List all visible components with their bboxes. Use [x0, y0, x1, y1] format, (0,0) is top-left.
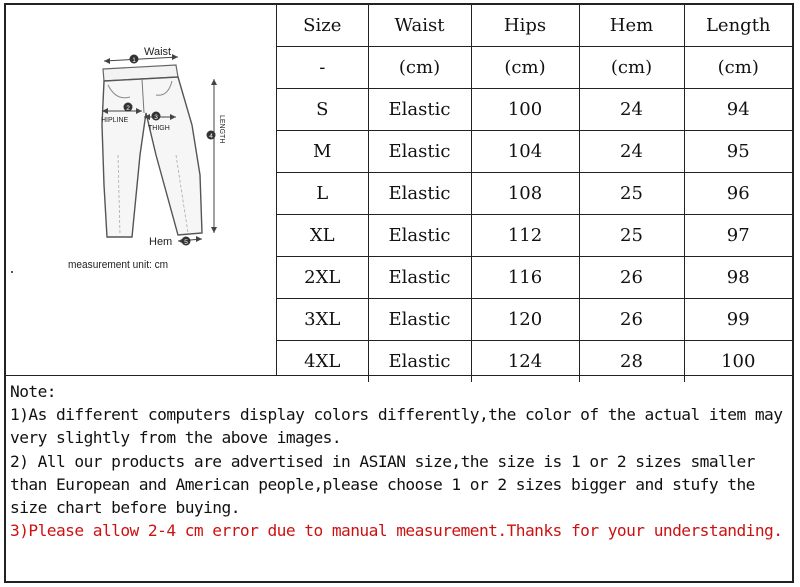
marker-1: 1: [132, 57, 136, 64]
pants-illustration: [6, 5, 277, 375]
hem-cell: 25: [579, 215, 684, 257]
size-table: [277, 5, 792, 382]
size-cell: 4XL: [277, 341, 368, 383]
waist-cell: Elastic: [368, 299, 471, 341]
length-cell: 98: [684, 257, 792, 299]
thigh-label: THIGH: [148, 125, 170, 132]
size-cell: 3XL: [277, 299, 368, 341]
length-cell: 100: [684, 341, 792, 383]
pants-diagram: [6, 5, 277, 375]
size-chart-sheet: [4, 3, 794, 583]
unit-cell: (cm): [684, 47, 792, 89]
size-chart-top: [6, 5, 792, 375]
units-row: [277, 47, 792, 89]
hips-cell: 108: [471, 173, 579, 215]
hem-cell: 25: [579, 173, 684, 215]
waist-cell: Elastic: [368, 341, 471, 383]
note-item-1: 1)As different computers display colors differently,the color of the actual item may very slightly from the above images.: [10, 405, 783, 448]
table-row: [277, 173, 792, 215]
size-cell: L: [277, 173, 368, 215]
hips-cell: 112: [471, 215, 579, 257]
length-cell: 99: [684, 299, 792, 341]
hem-label: Hem: [149, 236, 173, 248]
hips-cell: 120: [471, 299, 579, 341]
waist-label: Waist: [144, 46, 172, 58]
header-size: Size: [277, 5, 368, 47]
measurement-unit-note: measurement unit: cm: [68, 259, 169, 271]
table-row: [277, 89, 792, 131]
size-cell: 2XL: [277, 257, 368, 299]
header-waist: Waist: [368, 5, 471, 47]
hips-cell: 124: [471, 341, 579, 383]
waist-cell: Elastic: [368, 215, 471, 257]
length-cell: 95: [684, 131, 792, 173]
header-row: [277, 5, 792, 47]
marker-5: 5: [184, 239, 188, 246]
waist-cell: Elastic: [368, 89, 471, 131]
hem-cell: 26: [579, 257, 684, 299]
waist-cell: Elastic: [368, 257, 471, 299]
marker-2: 2: [126, 105, 130, 112]
header-length: Length: [684, 5, 792, 47]
table-row: [277, 257, 792, 299]
table-row: [277, 299, 792, 341]
unit-cell: (cm): [579, 47, 684, 89]
note-item-3: 3)Please allow 2-4 cm error due to manual measurement.Thanks for your understanding.: [10, 521, 783, 541]
header-hem: Hem: [579, 5, 684, 47]
size-cell: M: [277, 131, 368, 173]
unit-cell: -: [277, 47, 368, 89]
stray-dot: [11, 271, 13, 273]
note-item-2: 2) All our products are advertised in ASIAN size,the size is 1 or 2 sizes smaller than European and American people,please choose 1 or 2 sizes bigger and stufy the size chart before buying.: [10, 451, 755, 518]
length-label: LENGTH: [218, 115, 225, 144]
header-hips: Hips: [471, 5, 579, 47]
unit-cell: (cm): [368, 47, 471, 89]
length-cell: 97: [684, 215, 792, 257]
waist-cell: Elastic: [368, 173, 471, 215]
size-cell: XL: [277, 215, 368, 257]
notes-title: Note:: [10, 382, 56, 401]
table-row: [277, 215, 792, 257]
hem-cell: 28: [579, 341, 684, 383]
hips-cell: 100: [471, 89, 579, 131]
hem-cell: 24: [579, 131, 684, 173]
table-row: [277, 131, 792, 173]
notes-section: [6, 375, 792, 581]
waist-cell: Elastic: [368, 131, 471, 173]
size-cell: S: [277, 89, 368, 131]
unit-cell: (cm): [471, 47, 579, 89]
hem-cell: 26: [579, 299, 684, 341]
length-cell: 94: [684, 89, 792, 131]
hipline-label: HIPLINE: [101, 117, 129, 124]
marker-4: 4: [209, 133, 213, 140]
hips-cell: 104: [471, 131, 579, 173]
marker-3: 3: [154, 114, 158, 121]
hem-cell: 24: [579, 89, 684, 131]
length-cell: 96: [684, 173, 792, 215]
hips-cell: 116: [471, 257, 579, 299]
